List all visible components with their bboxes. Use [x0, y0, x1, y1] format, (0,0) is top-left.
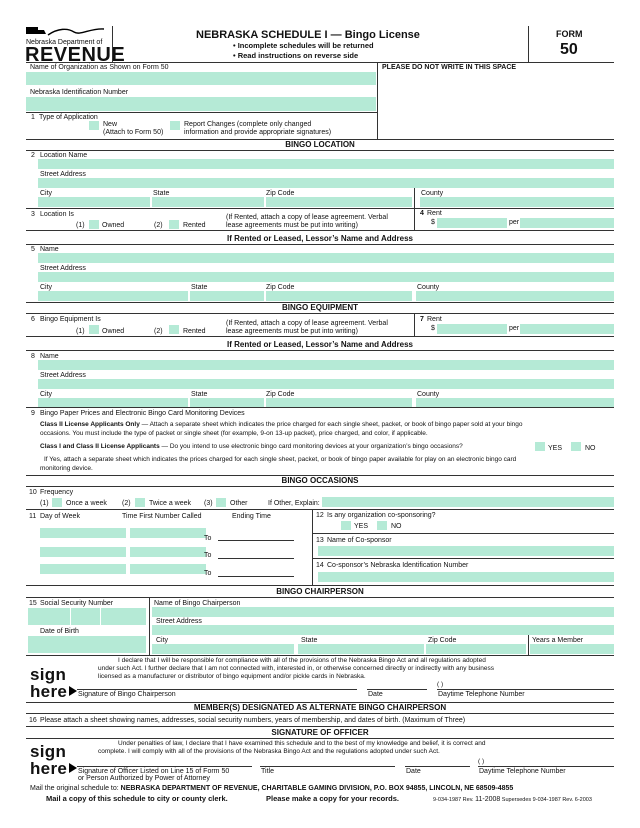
equip-label: Bingo Equipment Is [40, 316, 101, 323]
chair-years-label: Years a Member [532, 637, 584, 644]
footer-clerk: Mail a copy of this schedule to city or county clerk. [46, 794, 228, 803]
occ-row1-day[interactable] [40, 528, 126, 538]
equipment-rent-amount-field[interactable] [437, 324, 507, 334]
prices-p1-line2: occasions. You must include the type of packet or single sheet (for example, 9-on 13-up packet), price charged, and color, if applicable. [40, 430, 428, 437]
dob-label: Date of Birth [40, 628, 79, 635]
rent2-per: per [509, 325, 520, 332]
ending-time-label: Ending Time [232, 513, 271, 520]
lessor1-city-field[interactable] [38, 291, 188, 301]
location-rented-checkbox[interactable] [169, 220, 179, 229]
locis-note1: (If Rented, attach a copy of lease agreement. Verbal [226, 214, 388, 221]
lessor1-county-field[interactable] [416, 291, 614, 301]
locis-opt1-num: (1) [76, 222, 85, 229]
freq-explain-field[interactable] [322, 497, 614, 507]
locis-opt2-num: (2) [154, 222, 163, 229]
occ-row2-day[interactable] [40, 547, 126, 557]
les2-city-label: City [40, 391, 53, 398]
loc-county-label: County [421, 190, 444, 197]
chair-date-label: Date [368, 691, 383, 698]
lessor1-zip-field[interactable] [266, 291, 412, 301]
footer-copy: Please make a copy for your records. [266, 794, 399, 803]
arrow-right-icon [69, 686, 77, 696]
location-state-field[interactable] [152, 197, 264, 207]
officer-header: SIGNATURE OF OFFICER [271, 728, 369, 737]
location-rent-amount-field[interactable] [437, 218, 507, 228]
cosponsor-id-field[interactable] [318, 572, 614, 582]
chair-phone-line[interactable] [437, 689, 614, 690]
freq-explain-label: If Other, Explain: [268, 500, 320, 507]
agency-revenue: REVENUE [25, 44, 126, 66]
lessor2-zip-field[interactable] [266, 398, 412, 407]
time-first-label: Time First Number Called [122, 513, 202, 520]
lessor1-state-field[interactable] [190, 291, 264, 301]
cospon-yes-label: YES [354, 523, 369, 530]
officer-signature-line[interactable] [77, 766, 252, 767]
report-changes-checkbox[interactable] [170, 121, 180, 130]
footer-mail: Mail the original schedule to: NEBRASKA DEPARTMENT OF REVENUE, CHARITABLE GAMING DIVISION, P.O. BOX 94855, LINCOLN, NE 68509-4855 [30, 785, 514, 792]
lessor1-street-field[interactable] [38, 272, 614, 282]
chair-dob-field[interactable] [28, 636, 146, 653]
equipment-rented-checkbox[interactable] [169, 325, 179, 334]
les2-num: 8 [31, 353, 35, 360]
officer-date-label: Date [406, 768, 421, 775]
rent1-dollar: $ [431, 219, 435, 226]
form-number: 50 [560, 41, 578, 58]
form-label: FORM [556, 29, 583, 39]
agency-line: Nebraska Department of [26, 39, 103, 46]
les1-num: 5 [31, 246, 35, 253]
rent1-num: 4 [420, 210, 424, 217]
equip-note2: lease agreements must be put into writing) [226, 328, 358, 335]
location-rent-period-field[interactable] [520, 218, 614, 228]
new-sub: (Attach to Form 50) [103, 129, 164, 136]
officer-line1: Under penalties of law, I declare that I have examined this schedule and to the best of my knowledge and belief, it is correct and [118, 740, 486, 747]
chair-phone-paren: ( ) [437, 681, 444, 688]
equip-owned: Owned [102, 328, 125, 335]
freq-twice-label: Twice a week [149, 500, 192, 507]
loc-name-label: Location Name [40, 152, 88, 159]
freq-other-label: Other [230, 500, 248, 507]
org-id-field[interactable] [26, 97, 376, 111]
members-num: 16 [29, 717, 37, 724]
chair-state-label: State [301, 637, 318, 644]
ssn-label: Social Security Number [40, 600, 114, 607]
ssn-num: 15 [29, 600, 37, 607]
chair-name-field[interactable] [152, 607, 614, 617]
loc-street-label: Street Address [40, 171, 86, 178]
coid-label: Co-sponsor’s Nebraska Identification Number [327, 562, 469, 569]
location-county-field[interactable] [420, 197, 614, 207]
chair-years-field[interactable] [530, 644, 614, 654]
occ-row3-to: To [204, 570, 212, 577]
lessor2-state-field[interactable] [190, 398, 264, 407]
freq-twice-checkbox[interactable] [135, 498, 145, 507]
chair-zip-field[interactable] [426, 644, 526, 654]
freq-once-label: Once a week [66, 500, 107, 507]
form-title: NEBRASKA SCHEDULE I — Bingo License [196, 29, 420, 41]
arrow-right-icon [69, 763, 77, 773]
equip-opt2-num: (2) [154, 328, 163, 335]
officer-phone-paren: ( ) [478, 758, 485, 765]
coname-num: 13 [316, 537, 324, 544]
rent2-dollar: $ [431, 325, 435, 332]
changes-label: Report Changes (complete only changed [184, 121, 312, 128]
cosponsor-name-field[interactable] [318, 546, 614, 556]
lessor2-street-field[interactable] [38, 379, 614, 389]
chair-signature-line[interactable] [77, 689, 357, 690]
officer-sig-label1: Signature of Officer Listed on Line 15 of Form 50 [78, 768, 230, 775]
prices-label: Bingo Paper Prices and Electronic Bingo Card Monitoring Devices [40, 410, 245, 417]
chair-name-label: Name of Bingo Chairperson [154, 600, 241, 607]
declare1-line3: licensed as a manufacturer or distributor of bingo equipment and/or pickle cards in Nebraska. [98, 673, 366, 680]
new-application-checkbox[interactable] [89, 121, 99, 130]
locis-owned: Owned [102, 222, 125, 229]
freq2-num: (2) [122, 500, 131, 507]
location-street-field[interactable] [38, 178, 614, 188]
loc-num: 2 [31, 152, 35, 159]
rent1-per: per [509, 219, 520, 226]
loc-state-label: State [153, 190, 170, 197]
monitor-no-label: NO [585, 445, 596, 452]
cospon-no-checkbox[interactable] [377, 521, 387, 530]
new-label: New [103, 121, 118, 128]
chair-street-label: Street Address [156, 618, 202, 625]
cospon-no-label: NO [391, 523, 402, 530]
rent2-label: Rent [427, 316, 442, 323]
les2-county-label: County [417, 391, 440, 398]
officer-line2: complete. I will comply with all of the provisions of the Nebraska Bingo Act and the regulations adopted under such Act. [98, 748, 440, 755]
members-header: MEMBER(S) DESIGNATED AS ALTERNATE BINGO CHAIRPERSON [193, 703, 447, 712]
occ-row1-to: To [204, 535, 212, 542]
location-name-field[interactable] [38, 159, 614, 169]
les1-street-label: Street Address [40, 265, 86, 272]
chair-street-field[interactable] [152, 625, 614, 635]
header-bullet-2: • Read instructions on reverse side [233, 51, 359, 60]
occ-row3-start[interactable] [130, 564, 206, 574]
bingo-chairperson-header: BINGO CHAIRPERSON [276, 587, 364, 596]
monitor-no-checkbox[interactable] [571, 442, 581, 451]
freq-once-checkbox[interactable] [52, 498, 62, 507]
chair-city-label: City [156, 637, 169, 644]
coname-label: Name of Co-sponsor [327, 537, 392, 544]
sign-here-2-sign: sign [30, 742, 67, 761]
chair-phone-label: Daytime Telephone Number [438, 691, 525, 698]
officer-phone-label: Daytime Telephone Number [479, 768, 566, 775]
locis-label: Location Is [40, 211, 74, 218]
office-use-label: PLEASE DO NOT WRITE IN THIS SPACE [382, 64, 517, 71]
cospon-num: 12 [316, 512, 324, 519]
freq3-num: (3) [204, 500, 213, 507]
prices-num: 9 [31, 410, 35, 417]
rent1-label: Rent [427, 210, 442, 217]
equip-note1: (If Rented, attach a copy of lease agreement. Verbal [226, 320, 388, 327]
bingo-occasions-header: BINGO OCCASIONS [281, 476, 359, 485]
loc-zip-label: Zip Code [266, 190, 295, 197]
chair-city-field[interactable] [152, 644, 294, 654]
prices-p1: Class II License Applicants Only — Attach a separate sheet which indicates the price charged for each single sheet, packet, or book of bingo paper sold at your bingo [40, 421, 523, 428]
cospon-label: Is any organization co-sponsoring? [327, 512, 436, 519]
freq-other-checkbox[interactable] [216, 498, 226, 507]
members-text: Please attach a sheet showing names, addresses, social security numbers, years of membership, and dates of birth. (Maximum of Three) [40, 717, 466, 724]
org-name-label: Name of Organization as Shown on Form 50 [30, 64, 169, 71]
les1-city-label: City [40, 284, 53, 291]
locis-rented: Rented [183, 222, 206, 229]
footer-rev: 9-034-1987 Rev. 11-2008 Supersedes 9-034-1987 Rev. 6-2003 [433, 796, 592, 803]
freq-label: Frequency [40, 489, 74, 496]
chair-date-line[interactable] [367, 689, 427, 690]
occ-row2-to: To [204, 552, 212, 559]
changes-sub: information and provide appropriate signatures) [184, 129, 332, 136]
equip-num: 6 [31, 316, 35, 323]
lessor2-county-field[interactable] [416, 398, 614, 407]
les1-state-label: State [191, 284, 208, 291]
chair-ssn-field[interactable] [28, 608, 146, 625]
occ-row1-start[interactable] [130, 528, 206, 538]
officer-sig-label2: or Person Authorized by Power of Attorney [78, 775, 210, 782]
bingo-location-header: BINGO LOCATION [285, 140, 355, 149]
freq1-num: (1) [40, 500, 49, 507]
chair-sig-label: Signature of Bingo Chairperson [78, 691, 176, 698]
location-zip-field[interactable] [266, 197, 412, 207]
chair-state-field[interactable] [298, 644, 424, 654]
equipment-owned-checkbox[interactable] [89, 325, 99, 334]
lessor2-city-field[interactable] [38, 398, 188, 407]
dow-label: Day of Week [40, 513, 80, 520]
org-id-label: Nebraska Identification Number [30, 89, 129, 96]
bingo-equipment-header: BINGO EQUIPMENT [281, 303, 358, 312]
officer-phone-line[interactable] [478, 766, 614, 767]
freq-num: 10 [29, 489, 37, 496]
monitor-yes-checkbox[interactable] [535, 442, 545, 451]
les1-name-label: Name [40, 246, 59, 253]
dow-num: 11 [29, 513, 37, 520]
monitor-yes-label: YES [548, 445, 563, 452]
rent2-num: 7 [420, 316, 424, 323]
locis-num: 3 [31, 211, 35, 218]
equip-rented: Rented [183, 328, 206, 335]
equipment-rent-period-field[interactable] [520, 324, 614, 334]
cospon-yes-checkbox[interactable] [341, 521, 351, 530]
app-type-num: 1 [31, 114, 35, 121]
app-type-label: Type of Application [39, 114, 98, 121]
les2-street-label: Street Address [40, 372, 86, 379]
les2-zip-label: Zip Code [266, 391, 295, 398]
lessor2-name-field[interactable] [38, 360, 614, 370]
lessor1-header: If Rented or Leased, Lessor’s Name and Address [227, 234, 413, 243]
sign-here-1-here: here [30, 682, 68, 701]
les1-county-label: County [417, 284, 440, 291]
sign-here-1-sign: sign [30, 665, 67, 684]
les2-state-label: State [191, 391, 208, 398]
location-city-field[interactable] [38, 197, 150, 207]
les1-zip-label: Zip Code [266, 284, 295, 291]
officer-date-line[interactable] [405, 766, 470, 767]
officer-title-line[interactable] [260, 766, 395, 767]
nebraska-state-logo-icon [24, 24, 106, 38]
les2-name-label: Name [40, 353, 59, 360]
declare1-line2: under such Act. I further declare that I am not connected with, interested in, or otherwise concerned directly or indirectly with any business [98, 665, 494, 672]
loc-city-label: City [40, 190, 53, 197]
lessor2-header: If Rented or Leased, Lessor’s Name and Address [227, 340, 413, 349]
locis-note2: lease agreements must be put into writing) [226, 222, 358, 229]
equip-opt1-num: (1) [76, 328, 85, 335]
prices-p2: Class I and Class II License Applicants — Do you intend to use electronic bingo card monitoring devices at your organization’s bingo occasions? [40, 443, 463, 450]
declare1-line1: I declare that I will be responsible for compliance with all of the provisions of the Nebraska Bingo Act and all regulations adopted [118, 657, 486, 664]
occ-row3-day[interactable] [40, 564, 126, 574]
prices-p3-line2: monitoring device. [40, 465, 93, 472]
org-name-field[interactable] [26, 72, 376, 85]
header-bullet-1: • Incomplete schedules will be returned [233, 41, 374, 50]
prices-p3-line1: If Yes, attach a separate sheet which indicates the prices charged for each single sheet, packet, or book of bingo paper available for play on an electronic bingo card [44, 456, 517, 463]
lessor1-name-field[interactable] [38, 253, 614, 263]
chair-zip-label: Zip Code [428, 637, 457, 644]
officer-title-label: Title [261, 768, 274, 775]
location-owned-checkbox[interactable] [89, 220, 99, 229]
coid-num: 14 [316, 562, 324, 569]
sign-here-2-here: here [30, 759, 68, 778]
occ-row2-start[interactable] [130, 547, 206, 557]
